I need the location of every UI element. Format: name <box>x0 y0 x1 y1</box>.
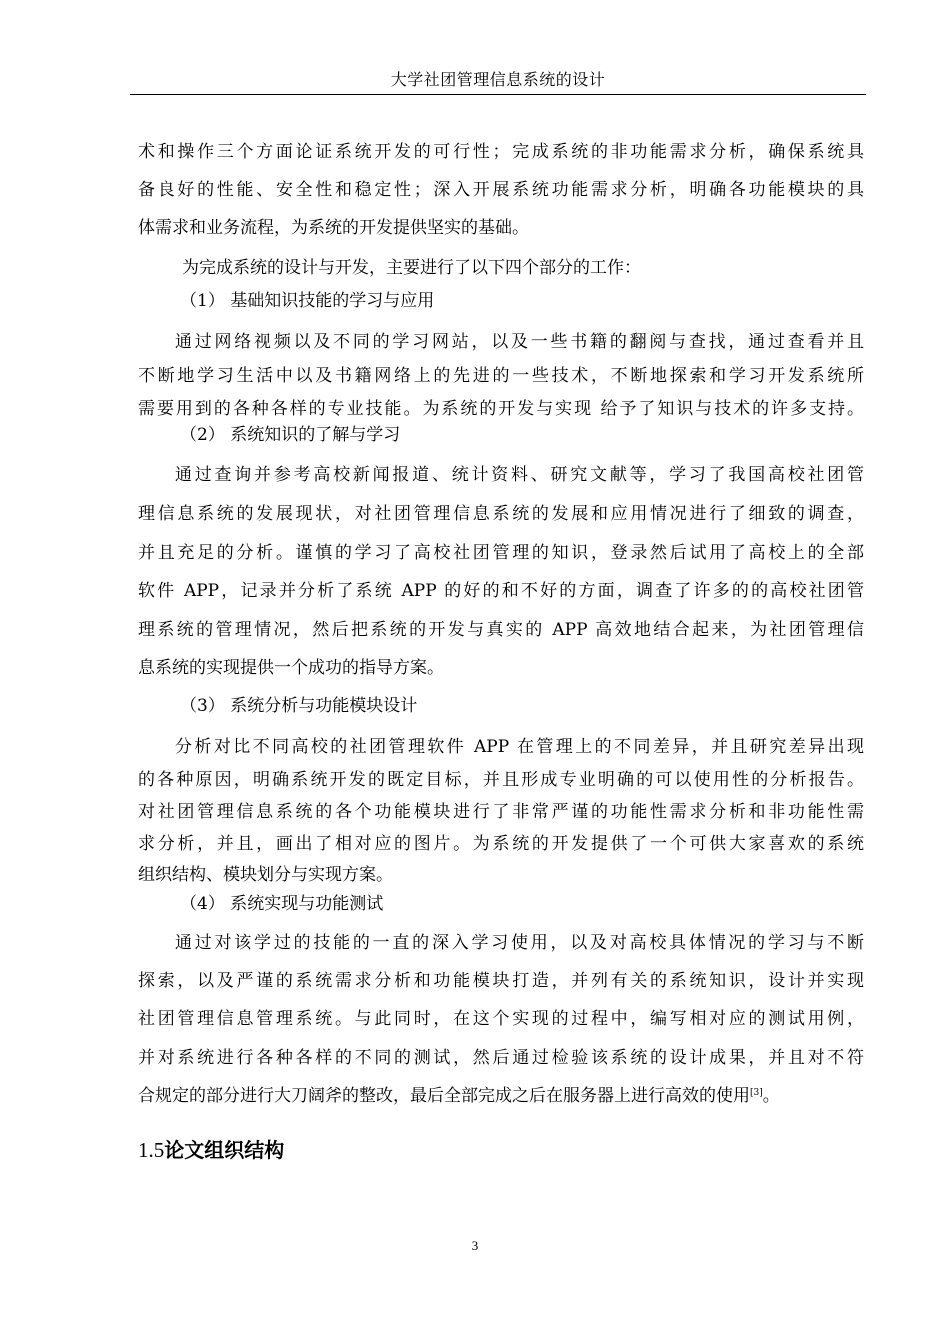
last-line-text: 合规定的部分进行大刀阔斧的整改，最后全部完成之后在服务器上进行高效的使用 <box>138 1086 750 1106</box>
list-heading-4: （4） 系统实现与功能测试 <box>180 894 384 914</box>
header-title: 大学社团管理信息系统的设计 <box>390 70 606 89</box>
paragraph-line: 息系统的实现提供一个成功的指导方案。 <box>138 658 444 678</box>
paragraph-line: 理系统的管理情况，然后把系统的开发与真实的 APP 高效地结合起来，为社团管理信 <box>138 620 864 640</box>
paragraph-line: 体需求和业务流程，为系统的开发提供坚实的基础。 <box>138 218 529 238</box>
section-heading <box>138 1136 284 1164</box>
paragraph-line: 为完成系统的设计与开发，主要进行了以下四个部分的工作： <box>182 258 641 278</box>
paragraph-line: 软件 APP，记录并分析了系统 APP 的好的和不好的方面，调查了许多的的高校社团管 <box>138 581 864 601</box>
paragraph-line: 求分析，并且，画出了相对应的图片。为系统的开发提供了一个可供大家喜欢的系统 <box>138 834 864 854</box>
list-heading-3: （3） 系统分析与功能模块设计 <box>180 696 418 716</box>
paragraph-line: 通过对该学过的技能的一直的深入学习使用，以及对高校具体情况的学习与不断 <box>175 933 864 953</box>
citation-ref[interactable]: [3] <box>750 1088 763 1098</box>
paragraph-line: 并对系统进行各种各样的不同的测试，然后通过检验该系统的设计成果，并且对不符 <box>138 1048 864 1068</box>
paragraph-line: 分析对比不同高校的社团管理软件 APP 在管理上的不同差异，并且研究差异出现 <box>175 737 864 757</box>
list-heading-2: （2） 系统知识的了解与学习 <box>180 425 401 445</box>
paragraph-line: 组织结构、模块划分与实现方案。 <box>138 865 393 885</box>
paragraph-line: 需要用到的各种各样的专业技能。为系统的开发与实现 给予了知识与技术的许多支持。 <box>138 399 864 419</box>
paragraph-line: 理信息系统的发展现状，对社团管理信息系统的发展和应用情况进行了细致的调查， <box>138 504 864 524</box>
list-heading-1: （1） 基础知识技能的学习与应用 <box>180 291 435 311</box>
paragraph-line: 社团管理信息管理系统。与此同时，在这个实现的过程中，编写相对应的测试用例， <box>138 1009 864 1029</box>
paragraph-line-last <box>138 1085 864 1107</box>
paragraph-line: 不断地学习生活中以及书籍网络上的先进的一些技术，不断地探索和学习开发系统所 <box>138 366 864 386</box>
section-number: 1.5 <box>138 1138 165 1162</box>
section-title: 论文组织结构 <box>164 1138 285 1162</box>
paragraph-line: 术和操作三个方面论证系统开发的可行性；完成系统的非功能需求分析，确保系统具 <box>138 142 864 162</box>
paragraph-line: 探索，以及严谨的系统需求分析和功能模块打造，并列有关的系统知识，设计并实现 <box>138 971 864 991</box>
paragraph-line: 通过网络视频以及不同的学习网站，以及一些书籍的翻阅与查找，通过查看并且 <box>175 332 864 352</box>
paragraph-line: 并且充足的分析。谨慎的学习了高校社团管理的知识，登录然后试用了高校上的全部 <box>138 543 864 563</box>
paragraph-line: 备良好的性能、安全性和稳定性；深入开展系统功能需求分析，明确各功能模块的具 <box>138 180 864 200</box>
running-header <box>130 66 866 95</box>
page-number: 3 <box>471 1238 479 1253</box>
last-line-tail: 。 <box>762 1086 780 1106</box>
paragraph-line: 的各种原因，明确系统开发的既定目标，并且形成专业明确的可以使用性的分析报告。 <box>138 770 864 790</box>
paragraph-line: 通过查询并参考高校新闻报道、统计资料、研究文献等，学习了我国高校社团管 <box>175 465 864 485</box>
paragraph-line: 对社团管理信息系统的各个功能模块进行了非常严谨的功能性需求分析和非功能性需 <box>138 802 864 822</box>
